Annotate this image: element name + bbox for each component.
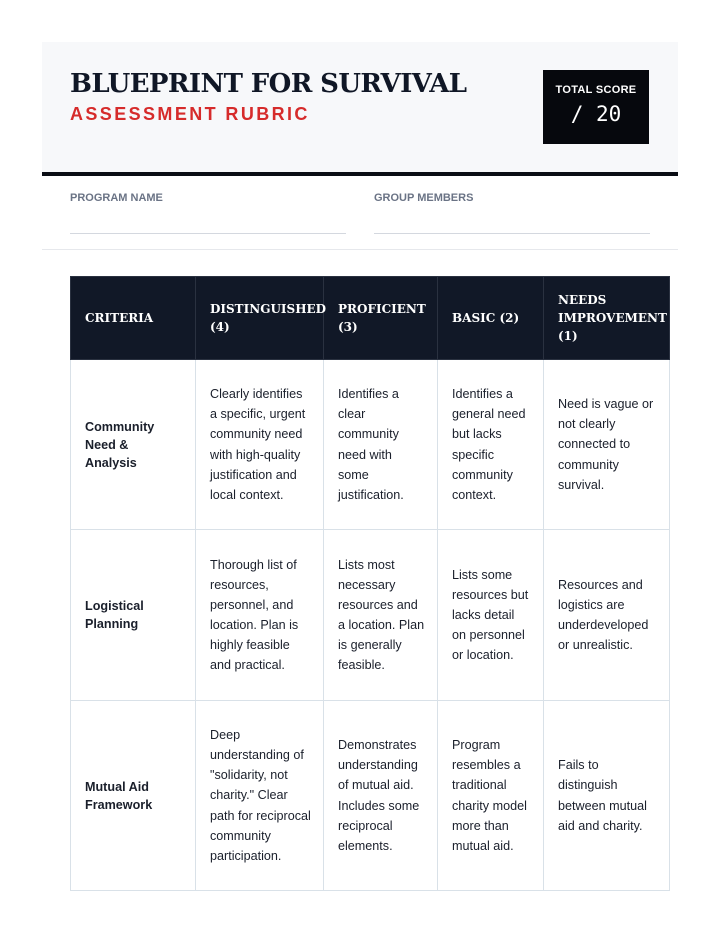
distinguished-cell: Deep understanding of "solidarity, not charity." Clear path for reciprocal community participation. bbox=[196, 701, 324, 891]
group-members-field bbox=[374, 192, 650, 234]
rubric-sheet bbox=[42, 42, 678, 250]
basic-cell: Program resembles a traditional charity model more than mutual aid. bbox=[438, 701, 544, 891]
distinguished-cell: Thorough list of resources, personnel, and location. Plan is highly feasible and practical. bbox=[196, 530, 324, 701]
basic-cell: Identifies a general need but lacks specific community context. bbox=[438, 360, 544, 530]
group-members-line bbox=[374, 232, 650, 234]
program-name-line bbox=[70, 232, 346, 234]
total-score-label: TOTAL SCORE bbox=[555, 84, 637, 96]
total-score-value: / 20 bbox=[570, 102, 622, 126]
program-name-label: PROGRAM NAME bbox=[70, 192, 163, 204]
rubric-table bbox=[70, 276, 670, 891]
column-header-proficient: PROFICIENT (3) bbox=[324, 277, 438, 360]
total-score-box bbox=[543, 70, 649, 144]
needs-improvement-cell: Need is vague or not clearly connected to community survival. bbox=[544, 360, 670, 530]
needs-improvement-cell: Fails to distinguish between mutual aid and charity. bbox=[544, 701, 670, 891]
info-fields bbox=[42, 176, 678, 250]
proficient-cell: Lists most necessary resources and a location. Plan is generally feasible. bbox=[324, 530, 438, 701]
proficient-cell: Demonstrates understanding of mutual aid. Includes some reciprocal elements. bbox=[324, 701, 438, 891]
criteria-cell: Mutual Aid Framework bbox=[71, 701, 196, 891]
table-header-row bbox=[71, 277, 670, 360]
table-row bbox=[71, 530, 670, 701]
page-subtitle: ASSESSMENT RUBRIC bbox=[70, 104, 310, 124]
group-members-label: GROUP MEMBERS bbox=[374, 192, 474, 204]
column-header-needs-improvement: NEEDS IMPROVEMENT (1) bbox=[544, 277, 670, 360]
basic-cell: Lists some resources but lacks detail on personnel or location. bbox=[438, 530, 544, 701]
column-header-basic: BASIC (2) bbox=[438, 277, 544, 360]
table-row bbox=[71, 360, 670, 530]
proficient-cell: Identifies a clear community need with some justification. bbox=[324, 360, 438, 530]
page-title: BLUEPRINT FOR SURVIVAL bbox=[70, 69, 467, 99]
program-name-field bbox=[70, 192, 346, 234]
table-row bbox=[71, 701, 670, 891]
needs-improvement-cell: Resources and logistics are underdeveloped or unrealistic. bbox=[544, 530, 670, 701]
distinguished-cell: Clearly identifies a specific, urgent community need with high-quality justification and local context. bbox=[196, 360, 324, 530]
criteria-cell: Community Need & Analysis bbox=[71, 360, 196, 530]
column-header-distinguished: DISTINGUISHED (4) bbox=[196, 277, 324, 360]
criteria-cell: Logistical Planning bbox=[71, 530, 196, 701]
header bbox=[42, 42, 678, 176]
column-header-criteria: CRITERIA bbox=[71, 277, 196, 360]
